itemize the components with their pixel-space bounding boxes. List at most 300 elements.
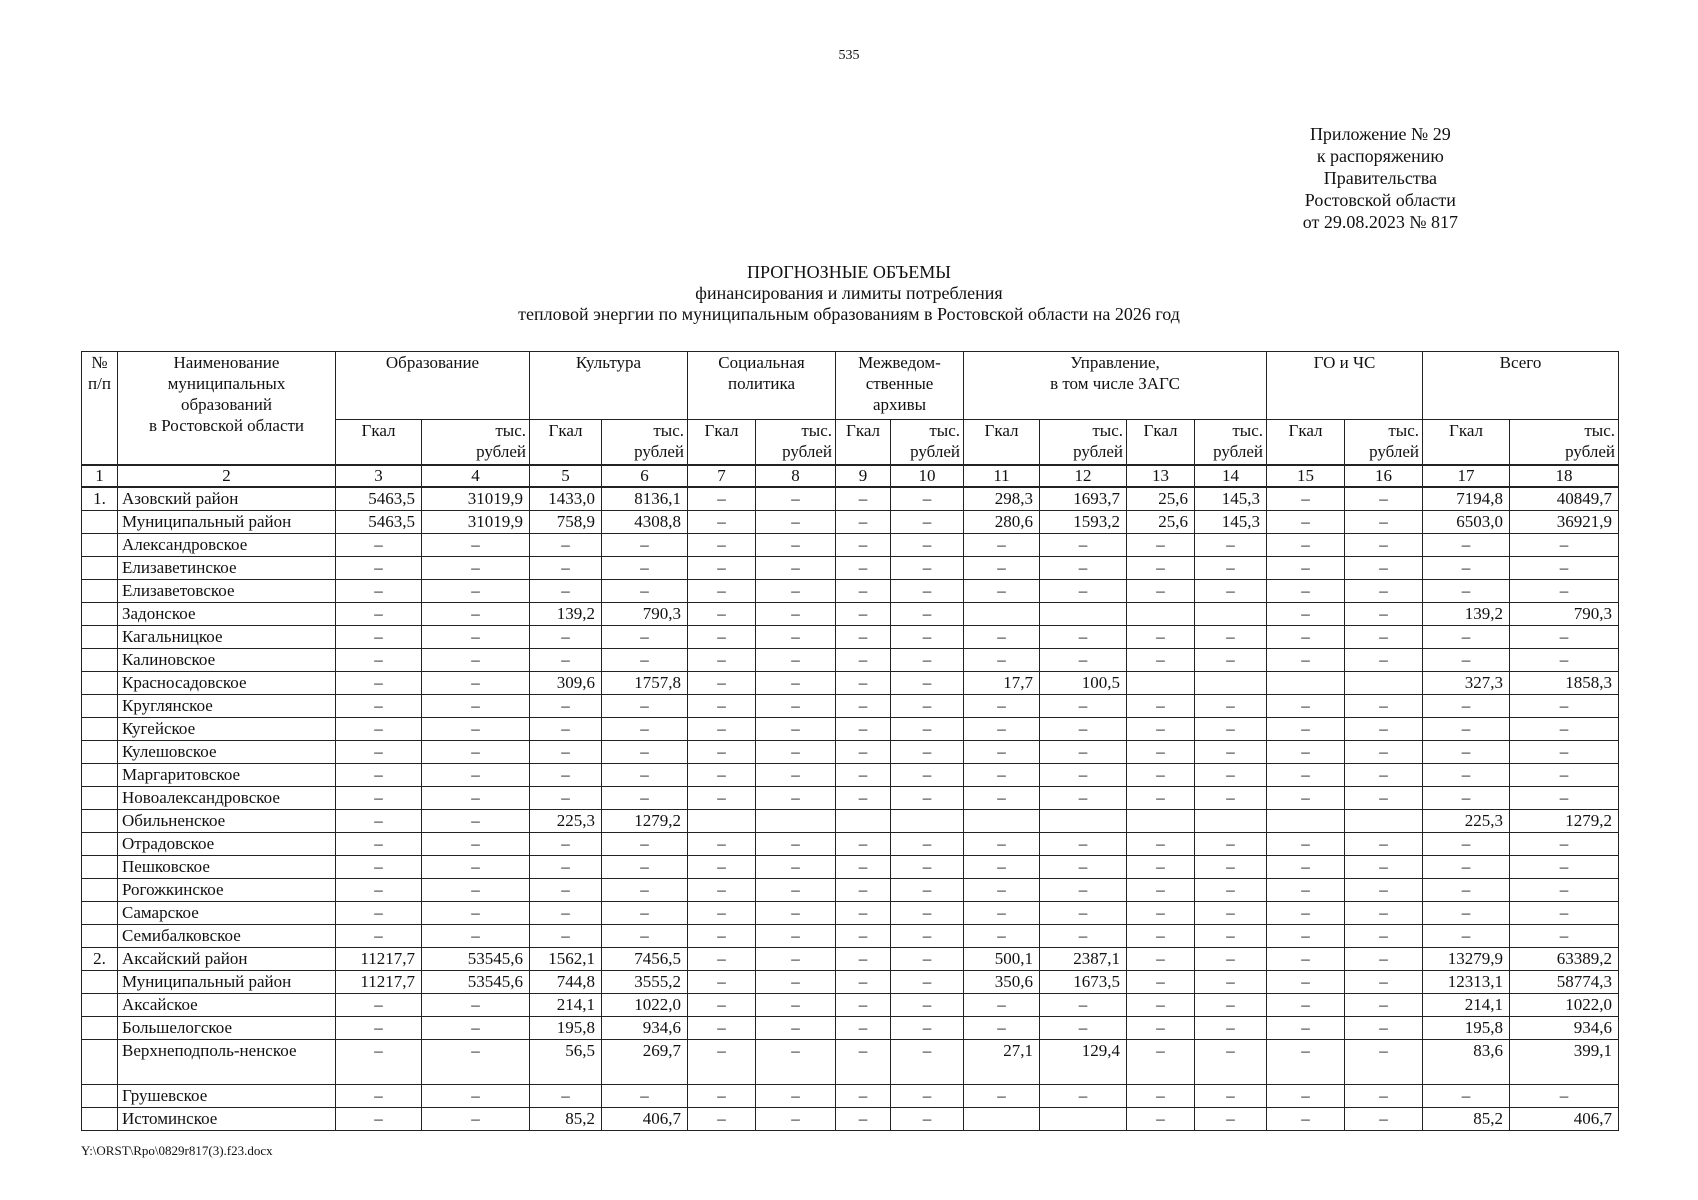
value-cell: 1433,0: [530, 487, 602, 511]
value-cell: –: [836, 856, 891, 879]
value-cell: –: [1267, 856, 1345, 879]
value-cell: –: [688, 1040, 756, 1085]
row-number: [82, 810, 118, 833]
unit-thousand-rubles: [1345, 420, 1423, 466]
municipality-name: Верхнеподполь-ненское: [118, 1040, 336, 1085]
value-cell: [688, 810, 756, 833]
value-cell: –: [891, 534, 964, 557]
value-cell: –: [422, 925, 530, 948]
value-cell: [1267, 810, 1345, 833]
municipality-name: Рогожкинское: [118, 879, 336, 902]
value-cell: –: [336, 741, 422, 764]
header-group-culture: [530, 352, 688, 420]
value-cell: –: [336, 1108, 422, 1131]
appendix-line: Ростовской области: [1304, 190, 1456, 210]
row-number: [82, 925, 118, 948]
value-cell: –: [1267, 580, 1345, 603]
header-line: Управление,: [1070, 353, 1160, 372]
value-cell: –: [756, 626, 836, 649]
row-number: [82, 994, 118, 1017]
value-cell: –: [836, 603, 891, 626]
value-cell: –: [336, 557, 422, 580]
table-row: [82, 925, 1619, 948]
unit-line: рублей: [476, 442, 526, 461]
unit-line: рублей: [782, 442, 832, 461]
value-cell: 145,3: [1195, 511, 1267, 534]
value-cell: –: [1127, 1108, 1195, 1131]
value-cell: 11217,7: [336, 971, 422, 994]
value-cell: –: [891, 1040, 964, 1085]
value-cell: –: [891, 557, 964, 580]
value-cell: –: [422, 626, 530, 649]
value-cell: –: [688, 626, 756, 649]
value-cell: 350,6: [964, 971, 1040, 994]
unit-line: тыс.: [1232, 421, 1263, 440]
value-cell: –: [602, 695, 688, 718]
value-cell: 214,1: [1423, 994, 1510, 1017]
value-cell: [1127, 810, 1195, 833]
unit-gcal: Гкал: [1127, 420, 1195, 466]
value-cell: –: [756, 487, 836, 511]
value-cell: 406,7: [602, 1108, 688, 1131]
value-cell: 8136,1: [602, 487, 688, 511]
unit-gcal: Гкал: [336, 420, 422, 466]
row-number: 1.: [82, 487, 118, 511]
value-cell: –: [688, 856, 756, 879]
value-cell: –: [891, 695, 964, 718]
unit-line: тыс.: [801, 421, 832, 440]
value-cell: 934,6: [602, 1017, 688, 1040]
value-cell: –: [891, 1017, 964, 1040]
value-cell: –: [964, 718, 1040, 741]
value-cell: –: [688, 948, 756, 971]
value-cell: –: [964, 994, 1040, 1017]
value-cell: –: [688, 902, 756, 925]
municipality-name: Большелогское: [118, 1017, 336, 1040]
row-number: 2.: [82, 948, 118, 971]
value-cell: –: [1040, 649, 1127, 672]
column-number: 7: [688, 465, 756, 487]
value-cell: –: [336, 856, 422, 879]
value-cell: –: [1267, 1017, 1345, 1040]
value-cell: 4308,8: [602, 511, 688, 534]
value-cell: –: [756, 1040, 836, 1085]
value-cell: –: [756, 741, 836, 764]
value-cell: 58774,3: [1510, 971, 1619, 994]
value-cell: 139,2: [530, 603, 602, 626]
value-cell: –: [1195, 534, 1267, 557]
value-cell: –: [891, 971, 964, 994]
value-cell: –: [1195, 879, 1267, 902]
value-cell: –: [756, 1085, 836, 1108]
value-cell: –: [1195, 833, 1267, 856]
value-cell: –: [1510, 718, 1619, 741]
value-cell: –: [602, 534, 688, 557]
value-cell: –: [836, 511, 891, 534]
appendix-line: от 29.08.2023 № 817: [1302, 212, 1458, 232]
value-cell: –: [1127, 764, 1195, 787]
value-cell: –: [1345, 534, 1423, 557]
value-cell: –: [336, 994, 422, 1017]
value-cell: –: [1267, 879, 1345, 902]
value-cell: –: [891, 718, 964, 741]
value-cell: –: [756, 695, 836, 718]
table-body: [82, 487, 1619, 1131]
row-number: [82, 718, 118, 741]
value-cell: –: [1510, 534, 1619, 557]
header-line: политика: [727, 374, 796, 393]
value-cell: –: [530, 787, 602, 810]
value-cell: –: [422, 718, 530, 741]
value-cell: 7194,8: [1423, 487, 1510, 511]
row-number: [82, 649, 118, 672]
value-cell: 1693,7: [1040, 487, 1127, 511]
value-cell: –: [336, 764, 422, 787]
value-cell: –: [422, 695, 530, 718]
value-cell: 2387,1: [1040, 948, 1127, 971]
value-cell: 53545,6: [422, 948, 530, 971]
value-cell: –: [1345, 557, 1423, 580]
header-line: в том числе ЗАГС: [1050, 374, 1180, 393]
value-cell: 1757,8: [602, 672, 688, 695]
column-number: 9: [836, 465, 891, 487]
municipality-name: Муниципальный район: [118, 511, 336, 534]
value-cell: –: [1127, 1085, 1195, 1108]
value-cell: –: [1195, 580, 1267, 603]
row-number: [82, 833, 118, 856]
value-cell: –: [836, 741, 891, 764]
value-cell: –: [1195, 925, 1267, 948]
table-row: [82, 487, 1619, 511]
value-cell: –: [1195, 856, 1267, 879]
municipality-name: Отрадовское: [118, 833, 336, 856]
value-cell: –: [336, 879, 422, 902]
value-cell: [1040, 603, 1127, 626]
value-cell: –: [756, 718, 836, 741]
value-cell: –: [756, 856, 836, 879]
value-cell: –: [336, 672, 422, 695]
value-cell: –: [688, 1085, 756, 1108]
value-cell: –: [964, 879, 1040, 902]
header-group-total: [1423, 352, 1619, 420]
value-cell: –: [1195, 1085, 1267, 1108]
row-number: [82, 1017, 118, 1040]
value-cell: –: [964, 833, 1040, 856]
table-row: [82, 672, 1619, 695]
value-cell: –: [1345, 856, 1423, 879]
header-group-education: [336, 352, 530, 420]
value-cell: –: [891, 833, 964, 856]
value-cell: –: [1345, 718, 1423, 741]
value-cell: 83,6: [1423, 1040, 1510, 1085]
value-cell: –: [1345, 695, 1423, 718]
value-cell: –: [756, 971, 836, 994]
value-cell: –: [1195, 902, 1267, 925]
value-cell: 13279,9: [1423, 948, 1510, 971]
value-cell: –: [530, 557, 602, 580]
value-cell: –: [964, 902, 1040, 925]
value-cell: –: [602, 557, 688, 580]
value-cell: –: [1345, 1040, 1423, 1085]
value-cell: –: [891, 487, 964, 511]
table-row: [82, 1017, 1619, 1040]
municipality-name: Истоминское: [118, 1108, 336, 1131]
row-number: [82, 764, 118, 787]
value-cell: –: [836, 695, 891, 718]
value-cell: –: [964, 580, 1040, 603]
value-cell: –: [1195, 1017, 1267, 1040]
value-cell: 1562,1: [530, 948, 602, 971]
value-cell: –: [422, 1040, 530, 1085]
value-cell: –: [1195, 971, 1267, 994]
value-cell: 280,6: [964, 511, 1040, 534]
column-number: 5: [530, 465, 602, 487]
value-cell: –: [1345, 1085, 1423, 1108]
value-cell: [1127, 672, 1195, 695]
value-cell: –: [836, 925, 891, 948]
value-cell: –: [1267, 1085, 1345, 1108]
value-cell: –: [1040, 695, 1127, 718]
value-cell: 129,4: [1040, 1040, 1127, 1085]
value-cell: –: [688, 925, 756, 948]
header-group-administration: [964, 352, 1267, 420]
value-cell: –: [1423, 764, 1510, 787]
value-cell: 1022,0: [602, 994, 688, 1017]
value-cell: [964, 603, 1040, 626]
header-num: [82, 352, 118, 466]
table-row: [82, 626, 1619, 649]
value-cell: –: [336, 902, 422, 925]
value-cell: –: [422, 902, 530, 925]
column-number: 13: [1127, 465, 1195, 487]
value-cell: –: [1423, 626, 1510, 649]
value-cell: –: [1127, 741, 1195, 764]
value-cell: –: [530, 925, 602, 948]
header-line: Социальная: [718, 353, 805, 372]
table-row: [82, 879, 1619, 902]
unit-thousand-rubles: [1040, 420, 1127, 466]
unit-line: рублей: [1213, 442, 1263, 461]
value-cell: –: [1195, 626, 1267, 649]
value-cell: –: [1040, 580, 1127, 603]
value-cell: –: [756, 1017, 836, 1040]
value-cell: –: [836, 580, 891, 603]
value-cell: –: [336, 925, 422, 948]
header-line: архивы: [872, 395, 927, 414]
value-cell: –: [1267, 741, 1345, 764]
value-cell: –: [1423, 695, 1510, 718]
value-cell: –: [602, 718, 688, 741]
table-row: [82, 948, 1619, 971]
unit-gcal: Гкал: [688, 420, 756, 466]
value-cell: –: [1423, 925, 1510, 948]
value-cell: –: [891, 741, 964, 764]
value-cell: 25,6: [1127, 511, 1195, 534]
value-cell: –: [756, 833, 836, 856]
header-group-archives: [836, 352, 964, 420]
value-cell: –: [530, 580, 602, 603]
value-cell: –: [422, 534, 530, 557]
value-cell: –: [688, 718, 756, 741]
value-cell: –: [756, 764, 836, 787]
table-row: [82, 810, 1619, 833]
value-cell: –: [1040, 833, 1127, 856]
value-cell: [964, 1108, 1040, 1131]
municipality-name: Александровское: [118, 534, 336, 557]
value-cell: –: [964, 557, 1040, 580]
unit-line: тыс.: [1092, 421, 1123, 440]
value-cell: –: [422, 787, 530, 810]
value-cell: –: [1040, 1085, 1127, 1108]
value-cell: –: [1510, 833, 1619, 856]
value-cell: –: [530, 649, 602, 672]
row-number: [82, 1108, 118, 1131]
value-cell: –: [1195, 994, 1267, 1017]
value-cell: 1279,2: [1510, 810, 1619, 833]
value-cell: –: [1345, 925, 1423, 948]
value-cell: –: [964, 626, 1040, 649]
value-cell: –: [1345, 994, 1423, 1017]
value-cell: –: [836, 971, 891, 994]
table-row: [82, 994, 1619, 1017]
value-cell: [964, 810, 1040, 833]
value-cell: –: [422, 649, 530, 672]
value-cell: –: [1127, 787, 1195, 810]
value-cell: –: [1267, 603, 1345, 626]
value-cell: 500,1: [964, 948, 1040, 971]
value-cell: –: [1195, 718, 1267, 741]
value-cell: –: [836, 1017, 891, 1040]
value-cell: 6503,0: [1423, 511, 1510, 534]
unit-thousand-rubles: [891, 420, 964, 466]
value-cell: –: [1423, 534, 1510, 557]
value-cell: –: [688, 580, 756, 603]
value-cell: [891, 810, 964, 833]
column-number: 16: [1345, 465, 1423, 487]
value-cell: –: [1195, 741, 1267, 764]
value-cell: –: [964, 856, 1040, 879]
value-cell: –: [1345, 971, 1423, 994]
value-cell: –: [602, 580, 688, 603]
row-number: [82, 1040, 118, 1085]
value-cell: 31019,9: [422, 511, 530, 534]
row-number: [82, 534, 118, 557]
municipality-name: Пешковское: [118, 856, 336, 879]
value-cell: –: [1040, 534, 1127, 557]
value-cell: 85,2: [530, 1108, 602, 1131]
value-cell: –: [964, 741, 1040, 764]
value-cell: –: [891, 603, 964, 626]
appendix-note: [1303, 123, 1458, 233]
value-cell: –: [1040, 902, 1127, 925]
unit-line: тыс.: [1584, 421, 1616, 440]
value-cell: –: [422, 1108, 530, 1131]
column-number: 14: [1195, 465, 1267, 487]
column-number: 12: [1040, 465, 1127, 487]
value-cell: –: [1423, 580, 1510, 603]
value-cell: –: [1127, 971, 1195, 994]
appendix-line: к распоряжению: [1316, 146, 1444, 166]
value-cell: –: [1040, 925, 1127, 948]
value-cell: –: [756, 557, 836, 580]
column-number-row: [82, 465, 1619, 487]
value-cell: –: [1510, 787, 1619, 810]
value-cell: –: [688, 649, 756, 672]
value-cell: –: [530, 902, 602, 925]
value-cell: 27,1: [964, 1040, 1040, 1085]
value-cell: 1279,2: [602, 810, 688, 833]
row-number: [82, 626, 118, 649]
municipality-name: Новоалександровское: [118, 787, 336, 810]
value-cell: –: [1423, 787, 1510, 810]
value-cell: –: [530, 1085, 602, 1108]
value-cell: –: [964, 649, 1040, 672]
value-cell: 12313,1: [1423, 971, 1510, 994]
table-row: [82, 764, 1619, 787]
municipality-name: Красносадовское: [118, 672, 336, 695]
header-line: в Ростовской области: [148, 416, 305, 435]
table-row: [82, 534, 1619, 557]
value-cell: –: [891, 856, 964, 879]
value-cell: 195,8: [530, 1017, 602, 1040]
value-cell: –: [1195, 695, 1267, 718]
value-cell: –: [336, 833, 422, 856]
column-number: 17: [1423, 465, 1510, 487]
value-cell: –: [1345, 649, 1423, 672]
value-cell: 5463,5: [336, 487, 422, 511]
value-cell: [1040, 810, 1127, 833]
value-cell: –: [756, 511, 836, 534]
appendix-line: Правительства: [1323, 168, 1437, 188]
row-number: [82, 856, 118, 879]
value-cell: –: [964, 764, 1040, 787]
value-cell: –: [836, 879, 891, 902]
value-cell: [836, 810, 891, 833]
value-cell: –: [530, 695, 602, 718]
row-number: [82, 787, 118, 810]
municipality-name: Маргаритовское: [118, 764, 336, 787]
value-cell: –: [836, 534, 891, 557]
column-number: 18: [1510, 465, 1619, 487]
value-cell: –: [688, 672, 756, 695]
value-cell: –: [688, 971, 756, 994]
value-cell: –: [1510, 856, 1619, 879]
value-cell: 56,5: [530, 1040, 602, 1085]
unit-thousand-rubles: [602, 420, 688, 466]
table-row: [82, 787, 1619, 810]
value-cell: –: [891, 948, 964, 971]
value-cell: –: [602, 925, 688, 948]
value-cell: –: [1345, 787, 1423, 810]
value-cell: –: [336, 787, 422, 810]
table-row: [82, 649, 1619, 672]
value-cell: –: [422, 833, 530, 856]
value-cell: 214,1: [530, 994, 602, 1017]
value-cell: 790,3: [1510, 603, 1619, 626]
value-cell: –: [1267, 764, 1345, 787]
value-cell: [1195, 672, 1267, 695]
value-cell: –: [1345, 1108, 1423, 1131]
value-cell: –: [1345, 487, 1423, 511]
value-cell: –: [530, 764, 602, 787]
value-cell: –: [1040, 856, 1127, 879]
unit-line: тыс.: [495, 421, 526, 440]
value-cell: 36921,9: [1510, 511, 1619, 534]
table-row: [82, 1108, 1619, 1131]
value-cell: –: [891, 1085, 964, 1108]
header-line: муниципальных: [167, 374, 286, 393]
value-cell: –: [1267, 487, 1345, 511]
